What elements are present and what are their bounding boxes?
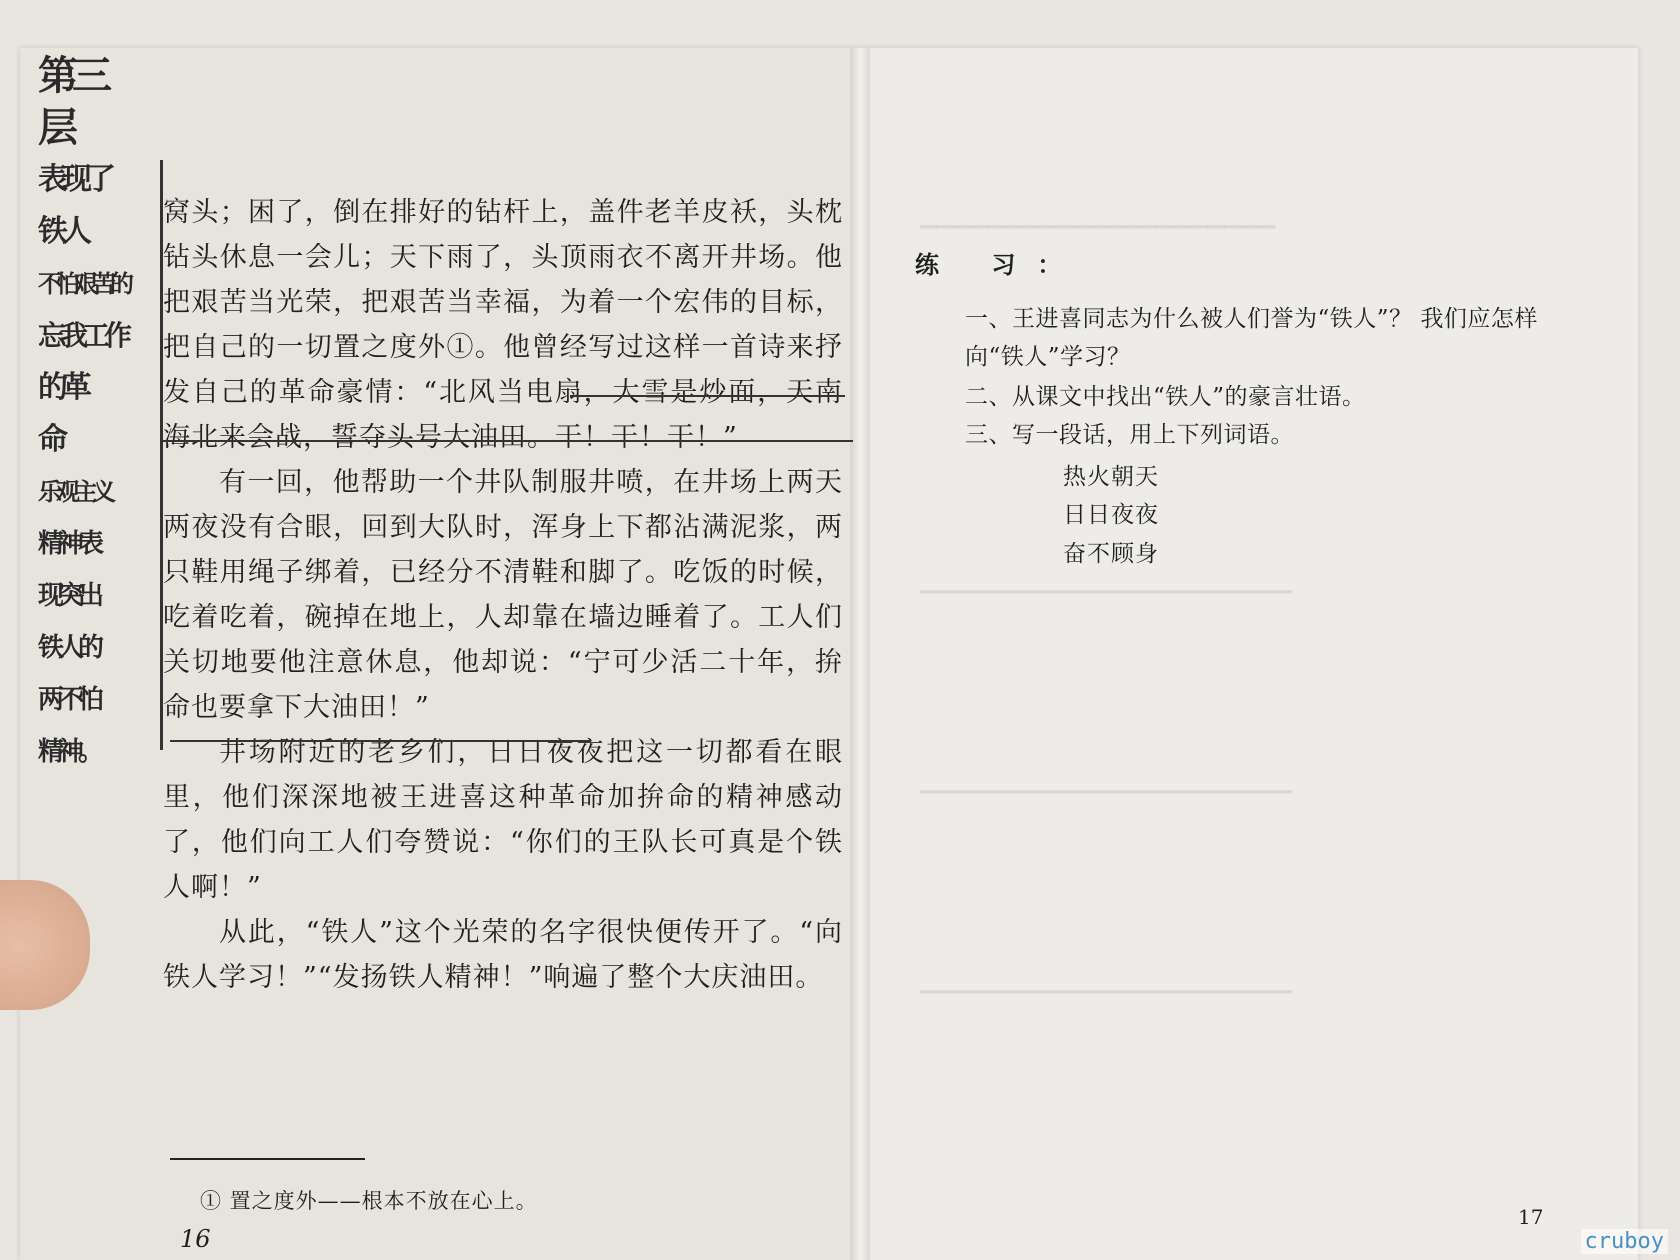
handwritten-line: 铁人 <box>38 214 86 249</box>
handwritten-line: 现突出 <box>38 581 99 611</box>
bleed-through-decoration: ▁▁▁▁▁▁▁▁▁▁▁▁▁▁▁▁▁▁▁▁▁▁ <box>920 569 1293 594</box>
watermark: cruboy <box>1581 1229 1668 1254</box>
vocab-word: 奋不顾身 <box>1063 541 1159 567</box>
footnote-divider <box>170 1158 365 1160</box>
page-number-left: 16 <box>180 1225 211 1253</box>
lesson-body <box>163 190 843 1000</box>
vocab-word: 日日夜夜 <box>1063 502 1159 528</box>
handwritten-line: 层 <box>38 105 72 151</box>
paragraph: 从此，“铁人”这个光荣的名字很快便传开了。“向铁人学习！”“发扬铁人精神！”响遍了整个大庆油田。 <box>163 917 843 993</box>
page-number-right: 17 <box>1518 1205 1544 1229</box>
exercise-title: 练 习： <box>915 250 1084 279</box>
paragraph: 窝头；困了，倒在排好的钻杆上，盖件老羊皮袄，头枕钻头休息一会儿；天下雨了，头顶雨衣不离开井场。他把艰苦当光荣，把艰苦当幸福，为着一个宏伟的目标，把自己的一切置之度外①。他曾经写过这样一首诗来抒发自己的革命豪情：“北风当电扇，大雪是炒面，天南海北来会战，誓夺头号大油田。干！干！干！” <box>163 197 843 453</box>
handwritten-line: 精神表 <box>38 529 99 559</box>
footnote: ① 置之度外——根本不放在心上。 <box>200 1189 538 1213</box>
handwritten-line: 乐观主义 <box>38 478 110 506</box>
vocab-word: 热火朝天 <box>1063 464 1159 490</box>
bleed-through-decoration: ▁▁▁▁▁▁▁▁▁▁▁▁▁▁▁▁▁▁▁▁▁▁ <box>920 969 1293 994</box>
exercise-question: 二、从课文中找出“铁人”的豪言壮语。 <box>965 384 1366 410</box>
handwritten-line: 表现了 <box>38 162 110 197</box>
handwritten-line: 的革 <box>38 370 86 405</box>
bleed-through-decoration: ▁▁▁▁▁▁▁▁▁▁▁▁▁▁▁▁▁▁▁▁▁ <box>920 204 1276 229</box>
handwritten-line: 忘我工作 <box>38 319 127 352</box>
book-gutter <box>850 48 870 1260</box>
pen-underline <box>570 395 845 397</box>
bleed-through-decoration: ▁▁▁▁▁▁▁▁▁▁▁▁▁▁▁▁▁▁▁▁▁▁ <box>920 769 1293 794</box>
handwritten-line: 精神。 <box>38 737 99 767</box>
handwritten-line: 两不怕 <box>38 685 99 715</box>
handwritten-notes <box>38 50 168 778</box>
pen-underline <box>170 740 590 742</box>
handwritten-line: 第三 <box>38 53 106 99</box>
paragraph: 有一回，他帮助一个井队制服井喷，在井场上两天两夜没有合眼，回到大队时，浑身上下都沾满泥浆，两只鞋用绳子绑着，已经分不清鞋和脚了。吃饭的时候，吃着吃着，碗掉在地上，人却靠在墙边睡着了。工人们关切地要他注意休息，他却说：“宁可少活二十年，拚命也要拿下大油田！” <box>163 467 843 723</box>
handwritten-line: 命 <box>38 422 62 457</box>
handwritten-line: 铁人的 <box>38 633 99 663</box>
pen-underline <box>163 440 853 442</box>
exercise-question: 三、写一段话，用上下列词语。 <box>965 422 1294 448</box>
exercise-question: 一、王进喜同志为什么被人们誉为“铁人”？ 我们应怎样向“铁人”学习？ <box>965 306 1538 370</box>
handwritten-line: 不怕艰苦的 <box>38 270 128 298</box>
paragraph: 井场附近的老乡们，日日夜夜把这一切都看在眼里，他们深深地被王进喜这种革命加拚命的精神感动了，他们向工人们夸赞说：“你们的王队长可真是个铁人啊！” <box>163 737 843 903</box>
